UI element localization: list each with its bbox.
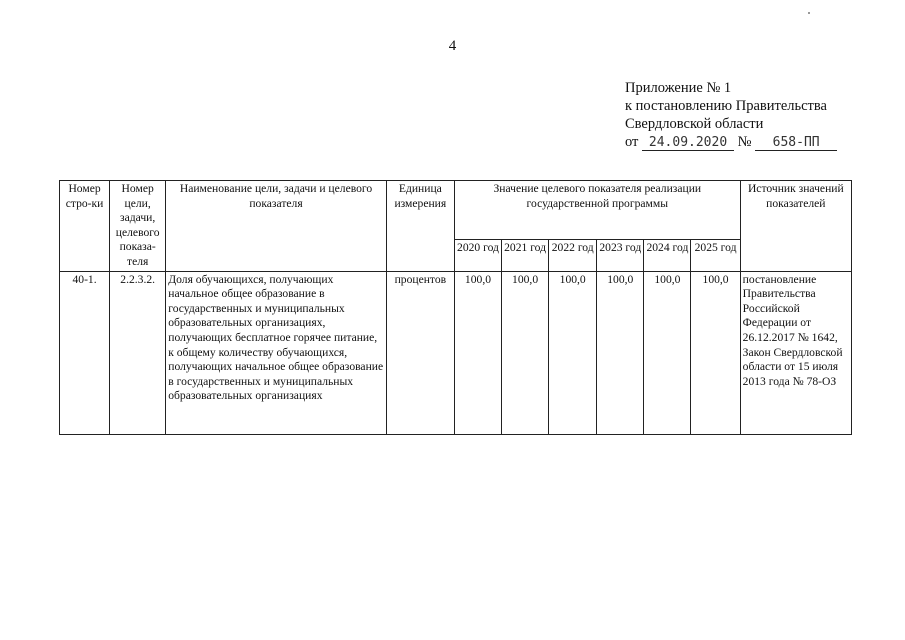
appendix-date-row [625,133,837,151]
date-prefix: от [625,134,639,150]
number-prefix: № [737,134,752,150]
header-row-number: Номер стро-ки [60,181,110,272]
indicators-table [59,180,852,435]
scan-speck [808,12,810,14]
header-year-2023: 2023 год [597,239,644,271]
cell-value-2024: 100,0 [644,271,691,434]
header-year-2021: 2021 год [502,239,549,271]
cell-unit: процентов [386,271,454,434]
cell-goal-number: 2.2.3.2. [110,271,166,434]
header-values-group: Значение целевого показателя реализации государственной программы [454,181,740,240]
cell-name: Доля обучающихся, получающих начальное общее образование в государственных и муниципальных образовательных организациях, получающих бесплатное горячее питание, к общему количеству обучающихся, получающих начальное общее образование в государственных и муниципальных образовательных организациях [166,271,387,434]
table-row [60,271,852,434]
header-unit: Единица измерения [386,181,454,272]
cell-value-2025: 100,0 [691,271,740,434]
header-name: Наименование цели, задачи и целевого показателя [166,181,387,272]
cell-value-2021: 100,0 [502,271,549,434]
page-number: 4 [448,38,457,54]
header-year-2022: 2022 год [549,239,597,271]
appendix-title: Приложение № 1 [625,80,732,96]
appendix-line-3: Свердловской области [625,116,764,132]
resolution-date: 24.09.2020 [642,135,734,151]
cell-row-number: 40-1. [60,271,110,434]
header-year-2020: 2020 год [454,239,501,271]
header-source: Источник значений показателей [740,181,851,272]
resolution-number: 658-ПП [755,135,837,151]
appendix-line-2: к постановлению Правительства [625,98,827,114]
cell-source: постановление Правительства Российской Федерации от 26.12.2017 № 1642, Закон Свердловской области от 15 июля 2013 года № 78-ОЗ [740,271,851,434]
header-year-2024: 2024 год [644,239,691,271]
header-goal-number: Номер цели, задачи, целевого показа-теля [110,181,166,272]
appendix-block [625,79,837,151]
cell-value-2023: 100,0 [597,271,644,434]
cell-value-2020: 100,0 [454,271,501,434]
header-year-2025: 2025 год [691,239,740,271]
cell-value-2022: 100,0 [549,271,597,434]
